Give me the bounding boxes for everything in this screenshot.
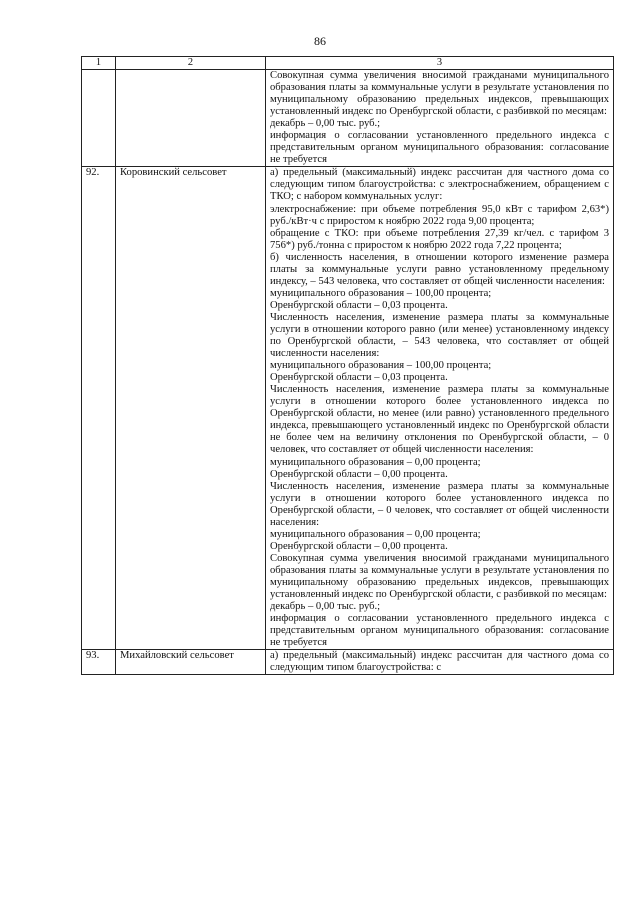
municipality-name [116, 70, 266, 167]
column-header-2: 2 [116, 57, 266, 70]
description-paragraph: муниципального образования – 0,00 процента; [270, 456, 481, 468]
table-row [82, 70, 614, 167]
description-paragraph: Оренбургской области – 0,03 процента. [270, 372, 448, 384]
description-paragraph: а) предельный (максимальный) индекс рассчитан для частного дома со следующим типом благоустройства: с электроснабжением, обращением с ТКО; с набором коммунальных услуг: [270, 167, 609, 203]
row-number [82, 70, 116, 167]
description-cell [266, 650, 614, 675]
description-paragraph: б) численность населения, в отношении которого изменение размера платы за коммунальные услуги равно установленному предельному индексу, – 543 человека, что составляет от общей численности населения: [270, 251, 609, 287]
table-row [82, 650, 614, 675]
description-paragraph: Численность населения, изменение размера платы за коммунальные услуги в отношении которого более установленного индекса по Оренбургской области, но менее (или равно) установленного предельного индекса, превышающего установленный индекс по Оренбургской области не более чем на величину отклонения по Оренбургской области, – 0 человек, что составляет от общей численности населения: [270, 384, 609, 456]
description-paragraph: Оренбургской области – 0,03 процента. [270, 299, 448, 311]
description-paragraph: обращение с ТКО: при объеме потребления 27,39 кг/чел. с тарифом 3 756*) руб./тонна с приростом к ноябрю 2022 года 7,22 процента; [270, 227, 609, 251]
municipality-name: Михайловский сельсовет [116, 650, 266, 675]
description-cell [266, 70, 614, 167]
description-paragraph: муниципального образования – 100,00 процента; [270, 360, 492, 372]
description-paragraph: муниципального образования – 0,00 процента; [270, 528, 481, 540]
column-header-1: 1 [82, 57, 116, 70]
description-paragraph: Численность населения, изменение размера платы за коммунальные услуги в отношении которого более установленного индекса по Оренбургской области, – 0 человек, что составляет от общей численности населения: [270, 480, 609, 528]
municipality-name: Коровинский сельсовет [116, 167, 266, 650]
page-number: 86 [314, 34, 326, 48]
description-paragraph: декабрь – 0,00 тыс. руб.; [270, 601, 381, 613]
description-cell [266, 167, 614, 650]
description-paragraph: декабрь – 0,00 тыс. руб.; [270, 118, 381, 130]
description-paragraph: Совокупная сумма увеличения вносимой гражданами муниципального образования платы за коммунальные услуги в результате установления по муниципальному образованию предельных индексов, превышающих установленный индекс по Оренбургской области, с разбивкой по месяцам: [270, 552, 609, 601]
description-paragraph: Численность населения, изменение размера платы за коммунальные услуги в отношении которого равно (или менее) установленному индексу по Оренбургской области, – 543 человека, что составляет от общей численности населения: [270, 311, 609, 360]
column-header-3: 3 [266, 57, 614, 70]
row-number: 92. [82, 167, 116, 650]
description-paragraph: Совокупная сумма увеличения вносимой гражданами муниципального образования платы за коммунальные услуги в результате установления по муниципальному образованию предельных индексов, превышающих установленный индекс по Оренбургской области, с разбивкой по месяцам: [270, 70, 609, 118]
description-paragraph: Оренбургской области – 0,00 процента. [270, 540, 448, 552]
description-paragraph: Оренбургской области – 0,00 процента. [270, 468, 448, 480]
description-paragraph: электроснабжение: при объеме потребления 95,0 кВт с тарифом 2,63*) руб./кВт·ч с приростом к ноябрю 2022 года 9,00 процента; [270, 203, 609, 227]
description-paragraph: а) предельный (максимальный) индекс рассчитан для частного дома со следующим типом благоустройства: с [270, 650, 609, 674]
table-header-row [82, 57, 614, 70]
description-paragraph: информация о согласовании установленного предельного индекса с представительным органом муниципального образования: согласование не требуется [270, 130, 609, 166]
document-table [81, 56, 614, 675]
table-row [82, 167, 614, 650]
row-number: 93. [82, 650, 116, 675]
description-paragraph: муниципального образования – 100,00 процента; [270, 287, 492, 299]
description-paragraph: информация о согласовании установленного предельного индекса с представительным органом муниципального образования: согласование не требуется [270, 613, 609, 649]
